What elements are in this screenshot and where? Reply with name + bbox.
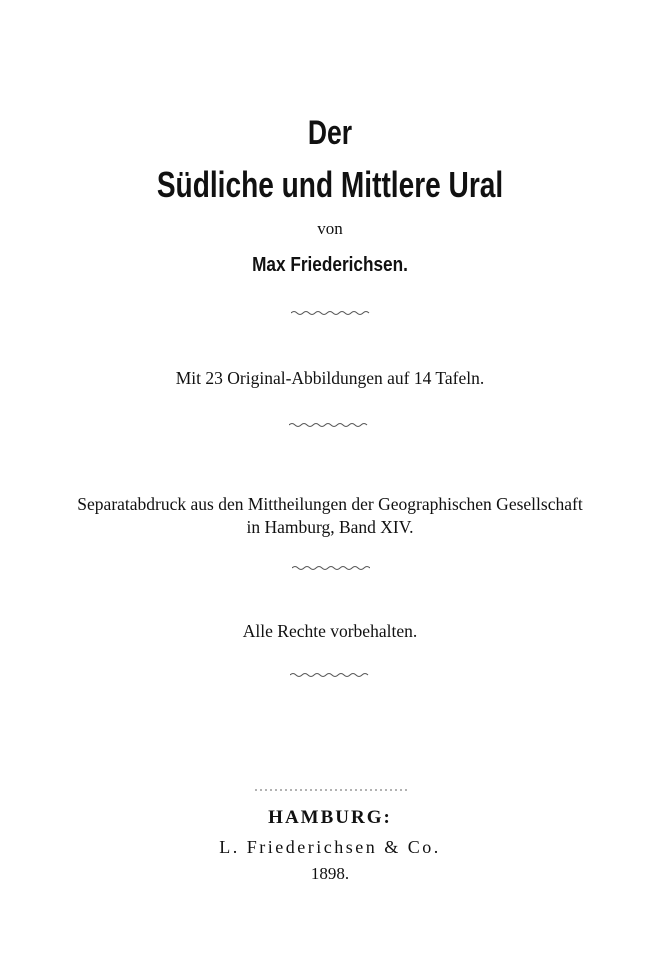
ornamental-divider	[291, 310, 371, 316]
imprint-publisher: L. Friederichsen & Co.	[219, 837, 441, 857]
offprint-line-2: in Hamburg, Band XIV.	[246, 517, 414, 537]
imprint-city: HAMBURG:	[268, 807, 392, 828]
author-name: Max Friederichsen.	[252, 254, 408, 276]
imprint-divider	[255, 787, 407, 793]
title-line-2: Südliche und Mittlere Ural	[156, 164, 504, 205]
rights-notice: Alle Rechte vorbehalten.	[242, 621, 418, 641]
ornamental-divider	[292, 565, 370, 571]
title-line-1: Der	[307, 114, 353, 152]
byline-von: von	[317, 219, 343, 238]
imprint-year: 1898.	[310, 864, 350, 883]
offprint-line-1: Separatabdruck aus den Mittheilungen der Geographischen Gesellschaft	[77, 494, 583, 514]
illustrations-note: Mit 23 Original-Abbildungen auf 14 Tafeln.	[175, 368, 485, 388]
ornamental-divider	[290, 672, 370, 678]
ornamental-divider	[289, 422, 371, 428]
